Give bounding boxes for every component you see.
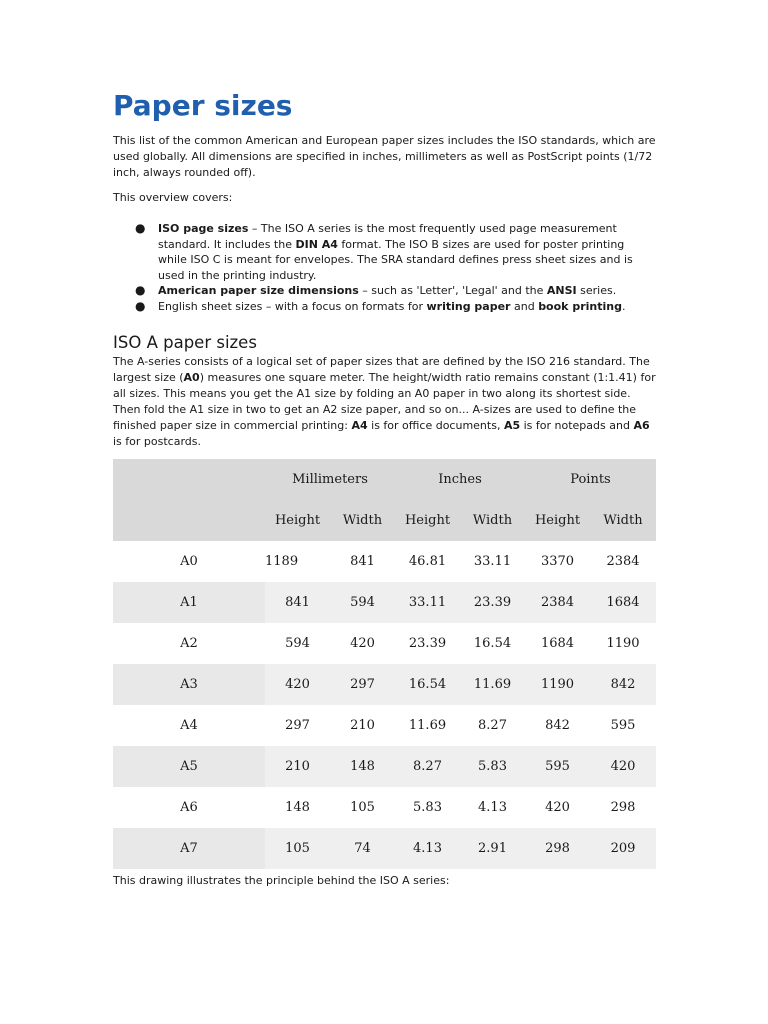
table-cell: 841	[265, 582, 330, 623]
table-cell: 105	[350, 800, 375, 815]
table-cell: 5.83	[460, 746, 525, 787]
column-header: Height	[395, 500, 460, 541]
table-cell: 148	[330, 746, 395, 787]
table-cell: 11.69	[460, 664, 525, 705]
table-corner-cell	[113, 500, 265, 541]
table-cell: 11.69	[408, 718, 447, 733]
paragraph-text: is for postcards.	[113, 435, 201, 448]
section-heading: ISO A paper sizes	[113, 333, 257, 352]
column-header: Height	[525, 500, 590, 541]
paragraph-bold: A4	[351, 419, 368, 432]
table-cell: 5.83	[413, 800, 442, 815]
paragraph-bold: A0	[183, 371, 200, 384]
row-label: A6	[180, 800, 198, 815]
row-label: A7	[113, 828, 265, 869]
table-cell: 2384	[606, 554, 640, 569]
paragraph-text: is for office documents,	[367, 419, 504, 432]
table-cell: 298	[525, 828, 590, 869]
paragraph-text: The A-series consists of a logical set of paper sizes that are defined by the ISO 216 standard. The largest size (	[113, 355, 650, 384]
table-cell: 595	[525, 746, 590, 787]
table-cell: 210	[265, 746, 330, 787]
list-item-bold: American paper size dimensions	[158, 284, 359, 297]
group-header-millimeters: Millimeters	[265, 459, 395, 500]
table-cell: 33.11	[395, 582, 460, 623]
paragraph-text: is for notepads and	[520, 419, 634, 432]
section-paragraph	[113, 354, 656, 450]
table-cell: 297	[330, 664, 395, 705]
table-cell: 16.54	[473, 636, 512, 651]
table-cell: 842	[590, 664, 656, 705]
table-cell: 4.13	[395, 828, 460, 869]
list-item-bold: writing paper	[426, 299, 511, 313]
table-cell: 420	[545, 800, 570, 815]
bullet-icon: ●	[135, 283, 146, 297]
list-item	[113, 299, 656, 315]
list-item-text: – The ISO A series is the most frequently used page measurement standard. It includes the	[158, 222, 617, 251]
table-cell: 1190	[525, 664, 590, 705]
table-cell: 594	[330, 582, 395, 623]
list-item-text: .	[621, 299, 626, 313]
bullet-icon: ●	[135, 298, 146, 313]
row-label: A5	[113, 746, 265, 787]
list-item-text: English sheet sizes – with a focus on formats for	[158, 299, 427, 313]
row-label: A0	[180, 554, 198, 569]
list-item-bold: DIN A4	[295, 237, 338, 251]
table-cell: 3370	[540, 554, 575, 569]
bullet-icon: ●	[135, 221, 146, 235]
row-label: A4	[180, 718, 198, 733]
table-cell: 420	[350, 636, 375, 651]
column-header: Width	[330, 500, 395, 541]
table-row	[113, 828, 656, 869]
table-cell: 23.39	[408, 636, 447, 651]
table-row	[113, 746, 656, 787]
table-cell: 23.39	[460, 582, 525, 623]
paragraph-bold: A6	[633, 419, 650, 432]
list-item-text: format. The ISO B sizes are used for poster printing while ISO C is meant for envelopes. The SRA standard defines press sheet sizes and is used in the printing industry.	[158, 237, 633, 282]
table-cell: 105	[265, 828, 330, 869]
table-row	[113, 582, 656, 623]
table-cell: 1684	[590, 582, 656, 623]
table-cell: 595	[610, 718, 636, 733]
table-row	[113, 623, 656, 664]
list-item-bold: ISO page sizes	[158, 222, 249, 235]
list-item-bold: ANSI	[546, 284, 577, 297]
table-cell: 16.54	[395, 664, 460, 705]
group-header-points: Points	[525, 459, 656, 500]
table-cell: 594	[285, 636, 310, 651]
document-page	[113, 88, 656, 889]
table-cell: 210	[350, 718, 375, 733]
page-title: Paper sizes	[113, 89, 293, 122]
table-cell: 842	[545, 718, 570, 733]
list-item	[113, 283, 656, 299]
list-item-bold: book printing	[538, 299, 622, 313]
row-label: A2	[180, 636, 198, 651]
table-cell: 298	[610, 800, 636, 815]
row-label: A1	[113, 582, 265, 623]
table-corner-cell	[113, 459, 265, 500]
drawing-caption: This drawing illustrates the principle behind the ISO A series:	[113, 874, 450, 887]
table-row	[113, 787, 656, 828]
paper-size-table	[113, 459, 656, 869]
table-row	[113, 705, 656, 746]
table-body	[113, 541, 656, 869]
table-group-header-row	[113, 459, 656, 500]
overview-paragraph: This overview covers:	[113, 191, 233, 204]
table-cell: 2.91	[460, 828, 525, 869]
list-item-text: series.	[576, 284, 617, 297]
table-cell: 4.13	[478, 800, 507, 815]
table-cell: 1189	[265, 554, 299, 569]
table-row	[113, 541, 656, 582]
table-cell: 841	[350, 554, 375, 569]
table-row	[113, 664, 656, 705]
table-cell: 8.27	[478, 718, 507, 733]
list-item-text: and	[510, 299, 539, 313]
table-cell: 8.27	[395, 746, 460, 787]
list-item	[113, 221, 656, 283]
table-cell: 209	[590, 828, 656, 869]
list-item-text: – such as 'Letter', 'Legal' and the	[358, 284, 547, 297]
table-cell: 2384	[525, 582, 590, 623]
row-label: A3	[113, 664, 265, 705]
group-header-inches: Inches	[395, 459, 525, 500]
table-cell: 1684	[540, 636, 575, 651]
column-header: Height	[265, 500, 330, 541]
table-cell: 420	[265, 664, 330, 705]
table-cell: 74	[330, 828, 395, 869]
table-subheader-row	[113, 500, 656, 541]
table-cell: 420	[590, 746, 656, 787]
paragraph-bold: A5	[503, 419, 521, 432]
table-cell: 297	[285, 718, 310, 733]
overview-list	[113, 221, 656, 314]
table-cell: 148	[285, 800, 310, 815]
column-header: Width	[590, 500, 656, 541]
intro-paragraph: This list of the common American and European paper sizes includes the ISO standards, which are used globally. All dimensions are specified in inches, millimeters as well as PostScript points (1/72 inch, always rounded off).	[113, 134, 656, 179]
column-header: Width	[460, 500, 525, 541]
table-cell: 46.81	[408, 554, 447, 569]
table-cell: 33.11	[473, 554, 512, 569]
paragraph-text: ) measures one square meter. The height/width ratio remains constant (1:1.41) for all sizes. This means you get the A1 size by folding an A0 paper in two along its shortest side. Then fold the A1 size in two to get an A2 size paper, and so on... A-sizes are used to define the finished paper size in commercial printing:	[113, 371, 656, 432]
table-cell: 1190	[606, 636, 640, 651]
